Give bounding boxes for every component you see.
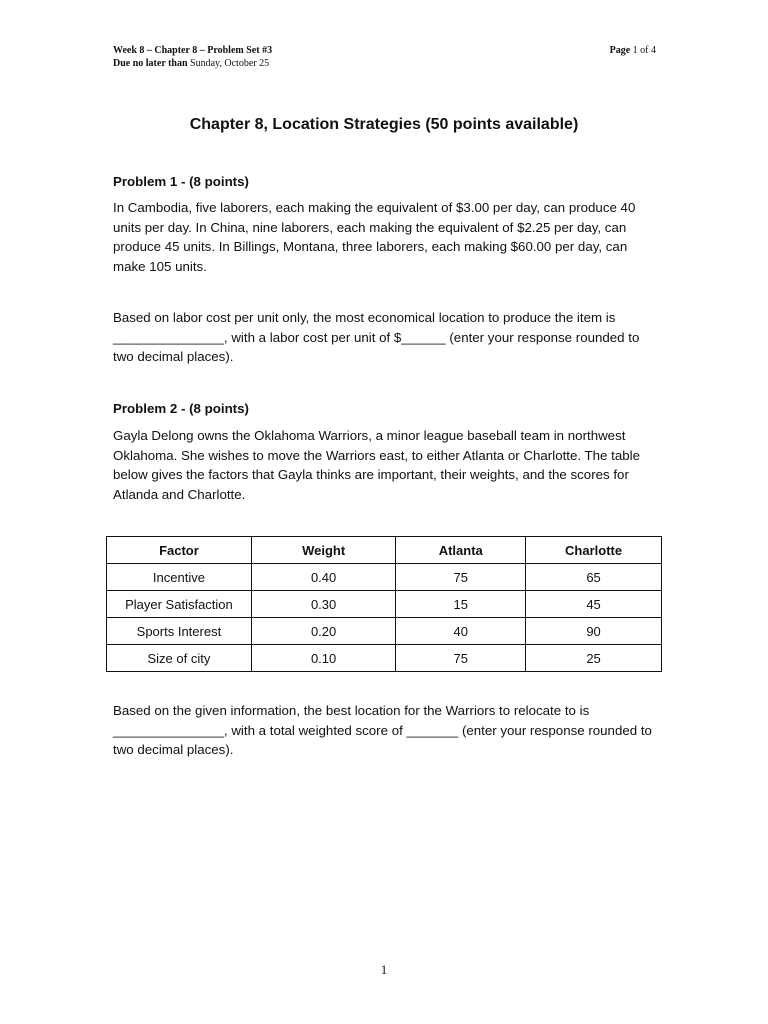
table-cell: 15 xyxy=(396,591,526,618)
table-header-cell: Atlanta xyxy=(396,537,526,564)
table-cell: 0.30 xyxy=(251,591,396,618)
page-number: 1 xyxy=(380,962,388,977)
table-row xyxy=(107,591,662,618)
table-cell: 75 xyxy=(396,564,526,591)
table-cell: Sports Interest xyxy=(107,618,252,645)
header-line-2 xyxy=(113,57,272,70)
header-line-1 xyxy=(113,44,272,57)
problem-1-heading: Problem 1 - (8 points) xyxy=(113,174,249,189)
table-cell: 45 xyxy=(526,591,662,618)
factor-rating-table xyxy=(106,536,662,672)
table-cell: 25 xyxy=(526,645,662,672)
header-due-date: Sunday, October 25 xyxy=(187,58,270,69)
table-cell: 0.20 xyxy=(251,618,396,645)
table-header-row xyxy=(107,537,662,564)
table-cell: 40 xyxy=(396,618,526,645)
table-row xyxy=(107,564,662,591)
table-cell: 0.40 xyxy=(251,564,396,591)
header-assignment-title: Week 8 – Chapter 8 – Problem Set #3 xyxy=(113,45,273,56)
table-row xyxy=(107,618,662,645)
table-cell: 0.10 xyxy=(251,645,396,672)
header-page-label: Page xyxy=(609,45,631,56)
table-cell: Incentive xyxy=(107,564,252,591)
header-due-label: Due no later than xyxy=(113,58,188,69)
problem-1-paragraph: In Cambodia, five laborers, each making the equivalent of $3.00 per day, can produce 40 units per day. In China, nine laborers, each making the equivalent of $2.25 per day, can produce 45 units. In Billings, Montana, three laborers, each making $60.00 per day, can make 105 units. xyxy=(113,200,636,274)
table-cell: 90 xyxy=(526,618,662,645)
document-title: Chapter 8, Location Strategies (50 points available) xyxy=(189,116,579,133)
table-header-cell: Weight xyxy=(251,537,396,564)
header-page-count: 1 of 4 xyxy=(630,45,656,56)
header-page-indicator xyxy=(610,44,656,57)
problem-2-question: Based on the given information, the best location for the Warriors to relocate to is _______________, with a total weighted score of _______ (enter your response rounded to two decimal places). xyxy=(113,703,652,757)
table-header-cell: Charlotte xyxy=(526,537,662,564)
table-cell: 65 xyxy=(526,564,662,591)
table-cell: Player Satisfaction xyxy=(107,591,252,618)
table-cell: 75 xyxy=(396,645,526,672)
header-left xyxy=(113,44,272,70)
problem-1-question: Based on labor cost per unit only, the most economical location to produce the item is _______________, with a labor cost per unit of $______ (enter your response rounded to two decimal places). xyxy=(113,310,640,364)
table-row xyxy=(107,645,662,672)
problem-2-paragraph: Gayla Delong owns the Oklahoma Warriors, a minor league baseball team in northwest Oklahoma. She wishes to move the Warriors east, to either Atlanta or Charlotte. The table below gives the factors that Gayla thinks are important, their weights, and the scores for Atlanda and Charlotte. xyxy=(113,428,640,502)
table-header-cell: Factor xyxy=(107,537,252,564)
table-cell: Size of city xyxy=(107,645,252,672)
problem-2-heading: Problem 2 - (8 points) xyxy=(113,401,249,416)
